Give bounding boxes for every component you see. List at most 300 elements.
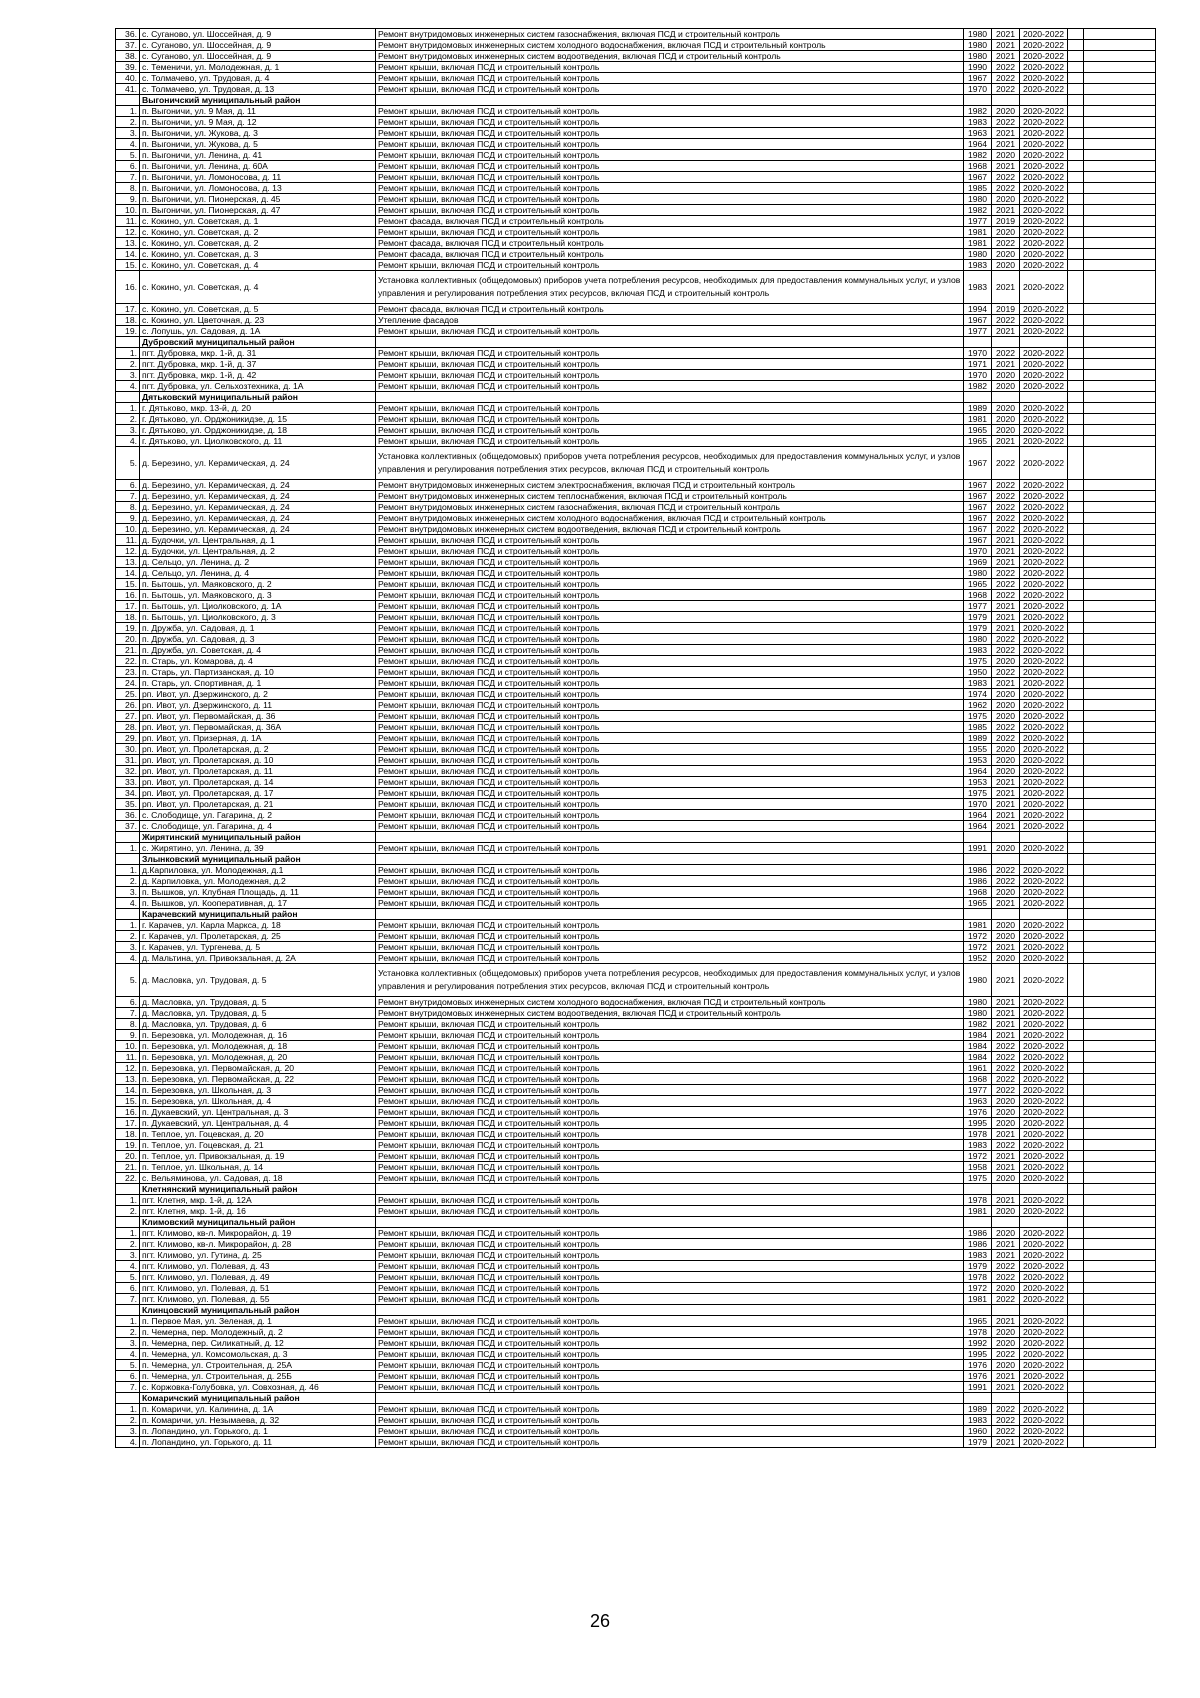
address-cell: п. Выгоничи, ул. 9 Мая, д. 12 bbox=[140, 117, 376, 128]
row-number: 3. bbox=[116, 1338, 140, 1349]
row-number: 7. bbox=[116, 491, 140, 502]
empty-cell bbox=[1084, 1151, 1156, 1162]
period-cell: 2020-2022 bbox=[1020, 744, 1068, 755]
period-cell: 2020-2022 bbox=[1020, 249, 1068, 260]
period-cell: 2020-2022 bbox=[1020, 1206, 1068, 1217]
year-built-cell: 1986 bbox=[964, 1239, 992, 1250]
empty-cell bbox=[1084, 1349, 1156, 1360]
empty-cell bbox=[1084, 920, 1156, 931]
table-row bbox=[116, 1239, 1156, 1250]
year-built-cell: 1970 bbox=[964, 84, 992, 95]
work-type-cell: Ремонт крыши, включая ПСД и строительный контроль bbox=[376, 161, 964, 172]
row-number: 2. bbox=[116, 1415, 140, 1426]
empty-cell bbox=[1068, 1349, 1084, 1360]
address-cell: п. Березовка, ул. Молодежная, д. 18 bbox=[140, 1041, 376, 1052]
planned-year-cell: 2022 bbox=[992, 62, 1020, 73]
row-number: 12. bbox=[116, 1063, 140, 1074]
row-number: 5. bbox=[116, 964, 140, 997]
table-row bbox=[116, 601, 1156, 612]
row-number: 14. bbox=[116, 1085, 140, 1096]
period-cell: 2020-2022 bbox=[1020, 62, 1068, 73]
empty-cell bbox=[1068, 1426, 1084, 1437]
table-row bbox=[116, 205, 1156, 216]
row-number: 22. bbox=[116, 1173, 140, 1184]
planned-year-cell: 2021 bbox=[992, 1371, 1020, 1382]
empty-cell bbox=[1068, 1030, 1084, 1041]
address-cell: с. Кокино, ул. Советская, д. 3 bbox=[140, 249, 376, 260]
empty-cell bbox=[1068, 667, 1084, 678]
section-row bbox=[116, 1305, 1156, 1316]
table-row bbox=[116, 62, 1156, 73]
address-cell: п. Выгоничи, ул. Пионерская, д. 45 bbox=[140, 194, 376, 205]
work-type-cell: Ремонт крыши, включая ПСД и строительный контроль bbox=[376, 194, 964, 205]
address-cell: д. Масловка, ул. Трудовая, д. 5 bbox=[140, 1008, 376, 1019]
planned-year-cell: 2020 bbox=[992, 227, 1020, 238]
address-cell: с. Коржовка-Голубовка, ул. Совхозная, д. 46 bbox=[140, 1382, 376, 1393]
empty-cell bbox=[1084, 623, 1156, 634]
period-cell: 2020-2022 bbox=[1020, 964, 1068, 997]
address-cell: рп. Ивот, ул. Первомайская, д. 36 bbox=[140, 711, 376, 722]
table-row bbox=[116, 1173, 1156, 1184]
planned-year-cell: 2019 bbox=[992, 216, 1020, 227]
year-built-cell: 1980 bbox=[964, 194, 992, 205]
period-cell: 2020-2022 bbox=[1020, 1162, 1068, 1173]
work-type-cell: Ремонт крыши, включая ПСД и строительный контроль bbox=[376, 1316, 964, 1327]
period-cell: 2020-2022 bbox=[1020, 1118, 1068, 1129]
period-cell: 2020-2022 bbox=[1020, 843, 1068, 854]
empty-cell bbox=[1084, 1228, 1156, 1239]
address-cell: д. Березино, ул. Керамическая, д. 24 bbox=[140, 480, 376, 491]
empty-cell bbox=[1068, 271, 1084, 304]
table-row bbox=[116, 1261, 1156, 1272]
row-number: 30. bbox=[116, 744, 140, 755]
address-cell: п. Старь, ул. Спортивная, д. 1 bbox=[140, 678, 376, 689]
table-row bbox=[116, 1272, 1156, 1283]
row-number: 36. bbox=[116, 810, 140, 821]
work-type-cell: Ремонт крыши, включая ПСД и строительный контроль bbox=[376, 744, 964, 755]
empty-cell bbox=[1068, 249, 1084, 260]
table-row bbox=[116, 491, 1156, 502]
table-row bbox=[116, 744, 1156, 755]
work-type-cell: Ремонт крыши, включая ПСД и строительный контроль bbox=[376, 1228, 964, 1239]
period-cell: 2020-2022 bbox=[1020, 1228, 1068, 1239]
empty-cell bbox=[1068, 733, 1084, 744]
work-type-cell: Ремонт фасада, включая ПСД и строительный контроль bbox=[376, 249, 964, 260]
table-row bbox=[116, 645, 1156, 656]
period-cell: 2020-2022 bbox=[1020, 29, 1068, 40]
table-row bbox=[116, 722, 1156, 733]
row-number: 1. bbox=[116, 1228, 140, 1239]
table-row bbox=[116, 997, 1156, 1008]
address-cell: д. Сельцо, ул. Ленина, д. 2 bbox=[140, 557, 376, 568]
empty-cell bbox=[1084, 183, 1156, 194]
year-built-cell: 1967 bbox=[964, 480, 992, 491]
empty-cell bbox=[1068, 1239, 1084, 1250]
empty-cell bbox=[1068, 700, 1084, 711]
empty-cell bbox=[1084, 953, 1156, 964]
period-cell: 2020-2022 bbox=[1020, 1250, 1068, 1261]
period-cell: 2020-2022 bbox=[1020, 1426, 1068, 1437]
section-row bbox=[116, 854, 1156, 865]
period-cell: 2020-2022 bbox=[1020, 238, 1068, 249]
period-cell: 2020-2022 bbox=[1020, 601, 1068, 612]
address-cell: п. Теплое, ул. Гоцевская, д. 20 bbox=[140, 1129, 376, 1140]
work-type-cell: Утепление фасадов bbox=[376, 315, 964, 326]
empty-cell bbox=[1084, 238, 1156, 249]
period-cell: 2020-2022 bbox=[1020, 1360, 1068, 1371]
planned-year-cell: 2022 bbox=[992, 1140, 1020, 1151]
period-cell: 2020-2022 bbox=[1020, 568, 1068, 579]
planned-year-cell: 2022 bbox=[992, 73, 1020, 84]
empty-cell bbox=[1084, 1074, 1156, 1085]
address-cell: д. Березино, ул. Керамическая, д. 24 bbox=[140, 491, 376, 502]
address-cell: п. Комаричи, ул. Незымаева, д. 32 bbox=[140, 1415, 376, 1426]
empty-cell bbox=[1068, 260, 1084, 271]
work-type-cell: Ремонт крыши, включая ПСД и строительный контроль bbox=[376, 1030, 964, 1041]
table-row bbox=[116, 1327, 1156, 1338]
empty-cell bbox=[1084, 40, 1156, 51]
address-cell: пгт. Дубровка, ул. Сельхозтехника, д. 1А bbox=[140, 381, 376, 392]
year-built-cell: 1980 bbox=[964, 568, 992, 579]
period-cell: 2020-2022 bbox=[1020, 150, 1068, 161]
address-cell: п. Чемерна, пер. Молодежный, д. 2 bbox=[140, 1327, 376, 1338]
period-cell: 2020-2022 bbox=[1020, 799, 1068, 810]
year-built-cell: 1972 bbox=[964, 1283, 992, 1294]
empty-cell bbox=[1084, 579, 1156, 590]
planned-year-cell: 2021 bbox=[992, 1162, 1020, 1173]
empty-cell bbox=[1084, 304, 1156, 315]
table-row bbox=[116, 1085, 1156, 1096]
table-row bbox=[116, 678, 1156, 689]
address-cell: п. Чемерна, ул. Комсомольская, д. 3 bbox=[140, 1349, 376, 1360]
empty-cell bbox=[1068, 601, 1084, 612]
year-built-cell: 1967 bbox=[964, 502, 992, 513]
planned-year-cell: 2020 bbox=[992, 953, 1020, 964]
work-type-cell: Ремонт крыши, включая ПСД и строительный контроль bbox=[376, 1052, 964, 1063]
address-cell: рп. Ивот, ул. Пролетарская, д. 14 bbox=[140, 777, 376, 788]
work-type-cell: Ремонт внутридомовых инженерных систем электроснабжения, включая ПСД и строительный контроль bbox=[376, 480, 964, 491]
empty-cell bbox=[1084, 271, 1156, 304]
work-type-cell: Ремонт крыши, включая ПСД и строительный контроль bbox=[376, 1085, 964, 1096]
row-number: 7. bbox=[116, 172, 140, 183]
address-cell: п. Березовка, ул. Молодежная, д. 20 bbox=[140, 1052, 376, 1063]
table-row bbox=[116, 920, 1156, 931]
year-built-cell: 1989 bbox=[964, 403, 992, 414]
work-type-cell: Ремонт крыши, включая ПСД и строительный контроль bbox=[376, 1261, 964, 1272]
address-cell: п. Теплое, ул. Привокзальная, д. 19 bbox=[140, 1151, 376, 1162]
year-built-cell: 1992 bbox=[964, 1338, 992, 1349]
address-cell: пгт. Клетня, мкр. 1-й, д. 12А bbox=[140, 1195, 376, 1206]
work-type-cell: Ремонт внутридомовых инженерных систем водоотведения, включая ПСД и строительный контроль bbox=[376, 1008, 964, 1019]
planned-year-cell: 2020 bbox=[992, 249, 1020, 260]
table-row bbox=[116, 634, 1156, 645]
row-number: 1. bbox=[116, 403, 140, 414]
address-cell: пгт. Климово, ул. Полевая, д. 51 bbox=[140, 1283, 376, 1294]
empty-cell bbox=[1084, 1162, 1156, 1173]
empty-cell bbox=[1084, 1107, 1156, 1118]
year-built-cell: 1963 bbox=[964, 1096, 992, 1107]
row-number: 32. bbox=[116, 766, 140, 777]
period-cell: 2020-2022 bbox=[1020, 414, 1068, 425]
period-cell: 2020-2022 bbox=[1020, 1316, 1068, 1327]
period-cell: 2020-2022 bbox=[1020, 1349, 1068, 1360]
work-type-cell: Ремонт крыши, включая ПСД и строительный контроль bbox=[376, 183, 964, 194]
row-number: 3. bbox=[116, 128, 140, 139]
planned-year-cell: 2021 bbox=[992, 1382, 1020, 1393]
planned-year-cell: 2020 bbox=[992, 403, 1020, 414]
row-number: 1. bbox=[116, 843, 140, 854]
row-number: 10. bbox=[116, 205, 140, 216]
year-built-cell: 1978 bbox=[964, 1272, 992, 1283]
address-cell: с. Кокино, ул. Советская, д. 1 bbox=[140, 216, 376, 227]
address-cell: п. Выгоничи, ул. Ленина, д. 41 bbox=[140, 150, 376, 161]
row-number: 21. bbox=[116, 1162, 140, 1173]
table-row bbox=[116, 1129, 1156, 1140]
year-built-cell: 1981 bbox=[964, 1206, 992, 1217]
table-row bbox=[116, 1426, 1156, 1437]
empty-cell bbox=[1084, 1239, 1156, 1250]
work-type-cell: Ремонт крыши, включая ПСД и строительный контроль bbox=[376, 821, 964, 832]
work-type-cell: Ремонт фасада, включая ПСД и строительный контроль bbox=[376, 238, 964, 249]
planned-year-cell: 2022 bbox=[992, 491, 1020, 502]
year-built-cell: 1965 bbox=[964, 898, 992, 909]
empty-cell bbox=[1084, 381, 1156, 392]
empty-cell bbox=[1084, 249, 1156, 260]
year-built-cell: 1970 bbox=[964, 370, 992, 381]
period-cell: 2020-2022 bbox=[1020, 205, 1068, 216]
work-type-cell: Ремонт крыши, включая ПСД и строительный контроль bbox=[376, 623, 964, 634]
year-built-cell: 1972 bbox=[964, 1151, 992, 1162]
empty-cell bbox=[1068, 1360, 1084, 1371]
row-number: 15. bbox=[116, 260, 140, 271]
planned-year-cell: 2021 bbox=[992, 678, 1020, 689]
year-built-cell: 1979 bbox=[964, 1437, 992, 1448]
work-type-cell: Ремонт крыши, включая ПСД и строительный контроль bbox=[376, 1415, 964, 1426]
table-row bbox=[116, 1437, 1156, 1448]
year-built-cell: 1968 bbox=[964, 887, 992, 898]
planned-year-cell: 2022 bbox=[992, 524, 1020, 535]
empty-cell bbox=[1084, 667, 1156, 678]
section-row bbox=[116, 1184, 1156, 1195]
empty-cell bbox=[1084, 1173, 1156, 1184]
period-cell: 2020-2022 bbox=[1020, 700, 1068, 711]
year-built-cell: 1990 bbox=[964, 62, 992, 73]
empty-cell bbox=[1068, 755, 1084, 766]
period-cell: 2020-2022 bbox=[1020, 1327, 1068, 1338]
empty-cell bbox=[1068, 931, 1084, 942]
year-built-cell: 1979 bbox=[964, 623, 992, 634]
planned-year-cell: 2022 bbox=[992, 447, 1020, 480]
period-cell: 2020-2022 bbox=[1020, 645, 1068, 656]
work-type-cell: Ремонт крыши, включая ПСД и строительный контроль bbox=[376, 590, 964, 601]
year-built-cell: 1980 bbox=[964, 997, 992, 1008]
year-built-cell: 1976 bbox=[964, 1371, 992, 1382]
table-row bbox=[116, 40, 1156, 51]
table-row bbox=[116, 172, 1156, 183]
period-cell: 2020-2022 bbox=[1020, 1404, 1068, 1415]
empty-cell bbox=[1084, 733, 1156, 744]
address-cell: с. Кокино, ул. Советская, д. 5 bbox=[140, 304, 376, 315]
table-row bbox=[116, 799, 1156, 810]
address-cell: г. Карачев, ул. Тургенева, д. 5 bbox=[140, 942, 376, 953]
work-type-cell: Ремонт крыши, включая ПСД и строительный контроль bbox=[376, 1162, 964, 1173]
table-row bbox=[116, 667, 1156, 678]
planned-year-cell: 2021 bbox=[992, 1239, 1020, 1250]
row-number: 17. bbox=[116, 304, 140, 315]
row-number: 1. bbox=[116, 865, 140, 876]
address-cell: рп. Ивот, ул. Дзержинского, д. 11 bbox=[140, 700, 376, 711]
planned-year-cell: 2021 bbox=[992, 898, 1020, 909]
planned-year-cell: 2022 bbox=[992, 1074, 1020, 1085]
empty-cell bbox=[1084, 788, 1156, 799]
period-cell: 2020-2022 bbox=[1020, 1239, 1068, 1250]
work-type-cell: Ремонт крыши, включая ПСД и строительный контроль bbox=[376, 1195, 964, 1206]
empty-cell bbox=[1084, 766, 1156, 777]
empty-cell bbox=[1068, 194, 1084, 205]
planned-year-cell: 2020 bbox=[992, 920, 1020, 931]
table-row bbox=[116, 183, 1156, 194]
year-built-cell: 1983 bbox=[964, 271, 992, 304]
year-built-cell: 1976 bbox=[964, 1360, 992, 1371]
work-type-cell: Ремонт крыши, включая ПСД и строительный контроль bbox=[376, 117, 964, 128]
table-row bbox=[116, 1041, 1156, 1052]
work-type-cell: Ремонт крыши, включая ПСД и строительный контроль bbox=[376, 139, 964, 150]
planned-year-cell: 2020 bbox=[992, 843, 1020, 854]
planned-year-cell: 2020 bbox=[992, 766, 1020, 777]
planned-year-cell: 2022 bbox=[992, 1052, 1020, 1063]
planned-year-cell: 2022 bbox=[992, 733, 1020, 744]
planned-year-cell: 2020 bbox=[992, 711, 1020, 722]
empty-cell bbox=[1068, 414, 1084, 425]
planned-year-cell: 2022 bbox=[992, 1415, 1020, 1426]
empty-cell bbox=[1068, 513, 1084, 524]
planned-year-cell: 2020 bbox=[992, 150, 1020, 161]
period-cell: 2020-2022 bbox=[1020, 403, 1068, 414]
planned-year-cell: 2021 bbox=[992, 1008, 1020, 1019]
row-number: 18. bbox=[116, 1129, 140, 1140]
empty-cell bbox=[1068, 953, 1084, 964]
period-cell: 2020-2022 bbox=[1020, 1030, 1068, 1041]
table-row bbox=[116, 733, 1156, 744]
empty-cell bbox=[1084, 513, 1156, 524]
table-row bbox=[116, 1404, 1156, 1415]
empty-cell bbox=[1084, 755, 1156, 766]
year-built-cell: 1994 bbox=[964, 304, 992, 315]
address-cell: п. Вышков, ул. Кооперативная, д. 17 bbox=[140, 898, 376, 909]
period-cell: 2020-2022 bbox=[1020, 865, 1068, 876]
period-cell: 2020-2022 bbox=[1020, 480, 1068, 491]
period-cell: 2020-2022 bbox=[1020, 447, 1068, 480]
period-cell: 2020-2022 bbox=[1020, 1052, 1068, 1063]
row-number: 2. bbox=[116, 359, 140, 370]
period-cell: 2020-2022 bbox=[1020, 546, 1068, 557]
planned-year-cell: 2021 bbox=[992, 161, 1020, 172]
row-number: 11. bbox=[116, 1052, 140, 1063]
address-cell: п. Комаричи, ул. Калинина, д. 1А bbox=[140, 1404, 376, 1415]
row-number: 41. bbox=[116, 84, 140, 95]
planned-year-cell: 2021 bbox=[992, 1250, 1020, 1261]
period-cell: 2020-2022 bbox=[1020, 183, 1068, 194]
planned-year-cell: 2021 bbox=[992, 777, 1020, 788]
row-number: 11. bbox=[116, 535, 140, 546]
year-built-cell: 1984 bbox=[964, 1030, 992, 1041]
work-type-cell: Ремонт внутридомовых инженерных систем водоотведения, включая ПСД и строительный контроль bbox=[376, 51, 964, 62]
empty-cell bbox=[1068, 964, 1084, 997]
empty-cell bbox=[1084, 425, 1156, 436]
planned-year-cell: 2022 bbox=[992, 1404, 1020, 1415]
table-row bbox=[116, 194, 1156, 205]
year-built-cell: 1965 bbox=[964, 1316, 992, 1327]
row-number: 31. bbox=[116, 755, 140, 766]
planned-year-cell: 2020 bbox=[992, 1107, 1020, 1118]
planned-year-cell: 2021 bbox=[992, 601, 1020, 612]
table-row bbox=[116, 139, 1156, 150]
section-row bbox=[116, 909, 1156, 920]
empty-cell bbox=[1084, 194, 1156, 205]
empty-cell bbox=[1068, 150, 1084, 161]
table-row bbox=[116, 887, 1156, 898]
year-built-cell: 1977 bbox=[964, 216, 992, 227]
empty-cell bbox=[1084, 634, 1156, 645]
planned-year-cell: 2020 bbox=[992, 414, 1020, 425]
empty-cell bbox=[1068, 689, 1084, 700]
empty-cell bbox=[1084, 590, 1156, 601]
address-cell: с. Кокино, ул. Советская, д. 2 bbox=[140, 238, 376, 249]
work-type-cell: Ремонт крыши, включая ПСД и строительный контроль bbox=[376, 414, 964, 425]
planned-year-cell: 2020 bbox=[992, 689, 1020, 700]
year-built-cell: 1980 bbox=[964, 249, 992, 260]
year-built-cell: 1967 bbox=[964, 73, 992, 84]
work-type-cell: Ремонт фасада, включая ПСД и строительный контроль bbox=[376, 216, 964, 227]
planned-year-cell: 2022 bbox=[992, 865, 1020, 876]
table-row bbox=[116, 381, 1156, 392]
row-number: 1. bbox=[116, 348, 140, 359]
address-cell: п. Выгоничи, ул. Ломоносова, д. 11 bbox=[140, 172, 376, 183]
work-type-cell: Ремонт крыши, включая ПСД и строительный контроль bbox=[376, 436, 964, 447]
table-row bbox=[116, 821, 1156, 832]
year-built-cell: 1986 bbox=[964, 1228, 992, 1239]
address-cell: г. Карачев, ул. Пролетарская, д. 25 bbox=[140, 931, 376, 942]
table-row bbox=[116, 106, 1156, 117]
address-cell: д. Масловка, ул. Трудовая, д. 5 bbox=[140, 964, 376, 997]
row-number: 1. bbox=[116, 1404, 140, 1415]
table-row bbox=[116, 414, 1156, 425]
row-number: 16. bbox=[116, 271, 140, 304]
year-built-cell: 1967 bbox=[964, 315, 992, 326]
empty-cell bbox=[1084, 29, 1156, 40]
row-number: 2. bbox=[116, 931, 140, 942]
address-cell: п. Дружба, ул. Советская, д. 4 bbox=[140, 645, 376, 656]
address-cell: п. Первое Мая, ул. Зеленая, д. 1 bbox=[140, 1316, 376, 1327]
year-built-cell: 1985 bbox=[964, 183, 992, 194]
work-type-cell: Ремонт внутридомовых инженерных систем холодного водоснабжения, включая ПСД и строительный контроль bbox=[376, 997, 964, 1008]
row-number: 1. bbox=[116, 1316, 140, 1327]
table-row bbox=[116, 1151, 1156, 1162]
empty-cell bbox=[1084, 821, 1156, 832]
row-number: 13. bbox=[116, 238, 140, 249]
work-type-cell: Ремонт крыши, включая ПСД и строительный контроль bbox=[376, 1140, 964, 1151]
table-row bbox=[116, 898, 1156, 909]
empty-cell bbox=[1084, 964, 1156, 997]
empty-cell bbox=[1068, 557, 1084, 568]
planned-year-cell: 2020 bbox=[992, 425, 1020, 436]
period-cell: 2020-2022 bbox=[1020, 1063, 1068, 1074]
row-number: 5. bbox=[116, 150, 140, 161]
empty-cell bbox=[1068, 887, 1084, 898]
row-number: 5. bbox=[116, 1360, 140, 1371]
empty-cell bbox=[1084, 557, 1156, 568]
empty-cell bbox=[1084, 656, 1156, 667]
